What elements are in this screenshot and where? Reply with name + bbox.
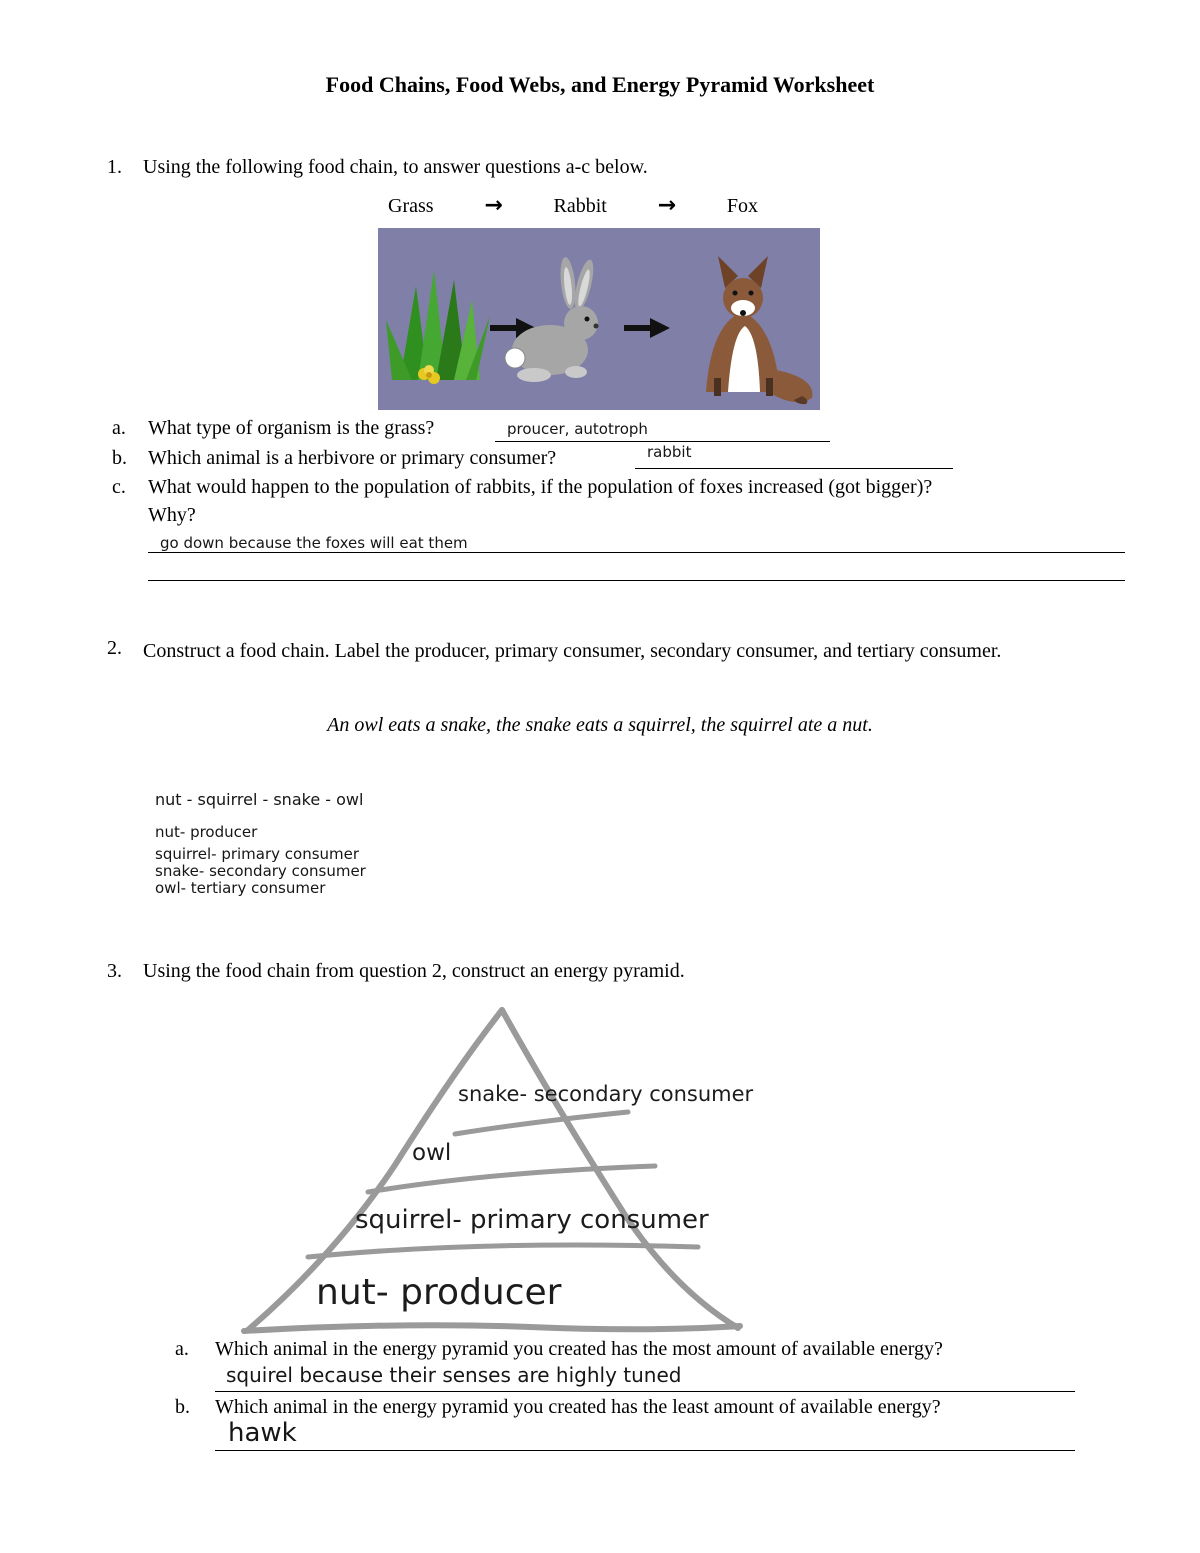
answer-line (215, 1391, 1075, 1392)
chain-item-rabbit: Rabbit (553, 195, 607, 217)
q2-prompt: Construct a food chain. Label the producer, primary consumer, secondary consumer, and tertiary consumer. (143, 640, 1002, 662)
chain-item-grass: Grass (388, 195, 434, 217)
answer-line (148, 552, 1125, 553)
q1c-question-line1: What would happen to the population of rabbits, if the population of foxes increased (got bigger)? (148, 476, 933, 498)
q1b-answer: rabbit (647, 443, 692, 461)
q1a-label: a. (112, 417, 126, 439)
answer-line (148, 580, 1125, 581)
q2-scenario: An owl eats a snake, the snake eats a squirrel, the squirrel ate a nut. (327, 714, 873, 736)
q3b-label: b. (175, 1396, 190, 1418)
q2-answer-chain: nut - squirrel - snake - owl (155, 790, 364, 809)
q2-answer-line: owl- tertiary consumer (155, 879, 326, 897)
pyramid-level-primary-consumer: squirrel- primary consumer (355, 1205, 709, 1235)
food-chain-text-row (388, 193, 758, 218)
page-title: Food Chains, Food Webs, and Energy Pyramid Worksheet (325, 72, 875, 97)
food-chain-illustration (378, 228, 820, 410)
q2-answer-line: squirrel- primary consumer (155, 845, 360, 863)
pyramid-level-secondary-consumer: snake- secondary consumer (458, 1082, 754, 1106)
answer-line (635, 468, 953, 469)
answer-line (215, 1450, 1075, 1451)
q2-answer-line: nut- producer (155, 823, 258, 841)
q3b-answer: hawk (228, 1418, 297, 1448)
arrow-icon: → (657, 193, 677, 218)
q2-number: 2. (107, 637, 122, 659)
q1-number: 1. (107, 156, 122, 178)
q2-answer-line: snake- secondary consumer (155, 862, 366, 880)
q1a-question: What type of organism is the grass? (148, 417, 435, 439)
pyramid-level-owl: owl (412, 1140, 452, 1166)
q3-prompt: Using the food chain from question 2, construct an energy pyramid. (143, 960, 685, 982)
food-chain-illustration-svg (378, 228, 820, 410)
arrow-icon: → (484, 193, 503, 218)
q1c-question-line2: Why? (148, 504, 196, 526)
chain-item-fox: Fox (726, 195, 758, 217)
q1c-label: c. (112, 476, 126, 498)
q1b-label: b. (112, 447, 127, 469)
q3a-question: Which animal in the energy pyramid you created has the most amount of available energy? (215, 1338, 943, 1360)
q1b-question: Which animal is a herbivore or primary consumer? (148, 447, 557, 469)
q1c-answer: go down because the foxes will eat them (160, 534, 468, 552)
pyramid-level-producer: nut- producer (316, 1272, 562, 1313)
q1-prompt: Using the following food chain, to answer questions a-c below. (143, 156, 648, 178)
q3a-answer: squirel because their senses are highly tuned (226, 1363, 682, 1387)
q3-number: 3. (107, 960, 122, 982)
q3b-question: Which animal in the energy pyramid you created has the least amount of available energy? (215, 1396, 941, 1418)
q1a-answer: proucer, autotroph (507, 420, 648, 438)
q3a-label: a. (175, 1338, 189, 1360)
answer-line (495, 441, 830, 442)
